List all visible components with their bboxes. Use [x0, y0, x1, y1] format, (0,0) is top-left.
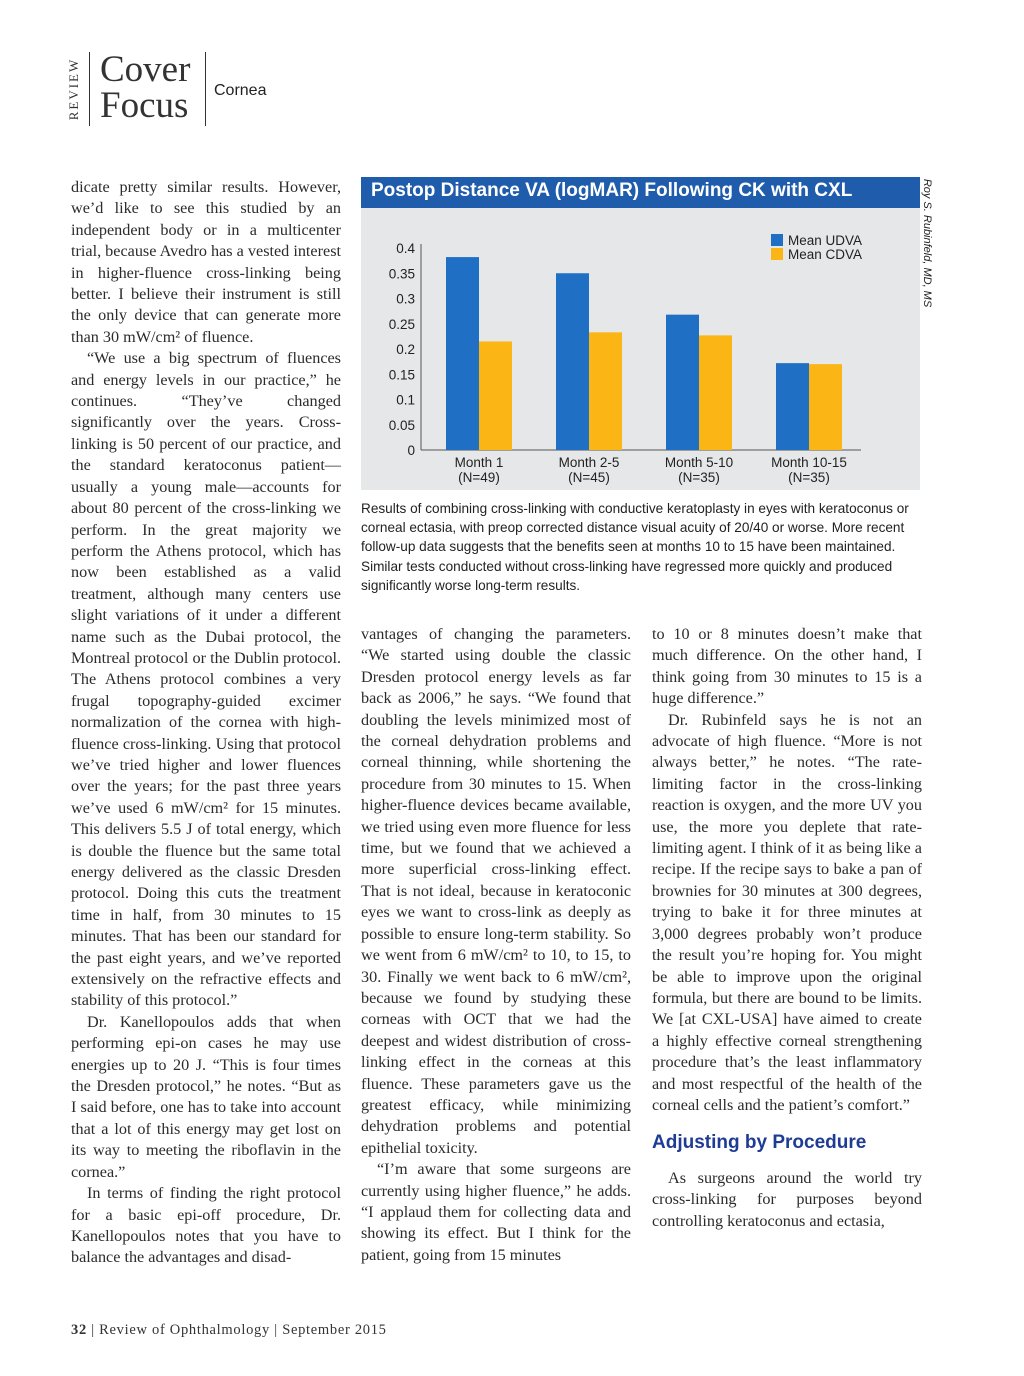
y-tick-label: 0.05	[388, 417, 415, 433]
bar-mean-cdva	[809, 364, 842, 450]
journal-name: Review of Ophthalmology	[99, 1322, 270, 1338]
photo-credit: Roy S. Rubinfeld, MD, MS	[921, 178, 933, 308]
y-tick-label: 0	[407, 443, 415, 458]
y-tick-label: 0.3	[396, 291, 415, 307]
paragraph: Dr. Rubinfeld says he is not an advocate of high fluence. “More is not always better,” he notes. “The rate-limiting factor in the cross-linking reaction is oxygen, and the more UV you use, the more you deplete that rate-limiting agent. I think of it as being like a recipe. If the recipe says to bake a pan of brownies for 30 minutes at 300 degrees, trying to bake it for three minutes at 3,000 degrees probably won’t produce the result you’re hoping for. You might be able to improve upon the original formula, but there are bound to be limits. We [at CXL-USA] have aimed to create a highly effective corneal strengthening procedure that’s the least inflammatory and most respectful of the health of the corneal cells and the patient’s comfort.”	[652, 710, 922, 1114]
cover-focus-title	[100, 49, 191, 126]
section-subhead: Adjusting by Procedure	[652, 1132, 867, 1154]
x-tick-label: Month 5-10	[664, 455, 734, 470]
y-tick-label: 0.35	[388, 266, 415, 282]
cover-line-2: Focus	[100, 85, 189, 126]
y-tick-label: 0.15	[388, 367, 415, 383]
cover-line-1: Cover	[100, 49, 191, 90]
paragraph: vantages of changing the parameters. “We started using double the classic Dresden protocol energy levels as far back as 2006,” he says. “We found that doubling the levels minimized most of the corneal dehydration problems and corneal thinning, while shortening the procedure from 30 minutes to 15. When higher-fluence devices became available, we tried using even more fluence for less time, but we found that we achieved a more superficial cross-linking effect. That is not ideal, because in keratoconic eyes we want to cross-link as deeply as possible to ensure long-term stability. So we went from 6 mW/cm² to 10, to 15, to 30. Finally we went back to 6 mW/cm², because we found by studying these corneas with OCT that we had the deepest and widest distribution of cross-linking effect in the corneas at this fluence. These parameters gave us the greatest efficacy, while minimizing dehydration problems and potential epithelial toxicity.	[361, 625, 631, 1157]
page-number: 32	[71, 1322, 87, 1338]
paragraph: As surgeons around the world try cross-linking for purposes beyond controlling keratoconus and ectasia,	[652, 1168, 922, 1230]
review-label: REVIEW	[66, 57, 81, 121]
x-tick-sublabel: (N=49)	[458, 470, 500, 485]
paragraph: In terms of finding the right protocol for a basic epi-off procedure, Dr. Kanellopoulos notes that you have to balance the advantages and disad-	[71, 1184, 341, 1267]
x-tick-sublabel: (N=45)	[568, 470, 610, 485]
paragraph: “I’m aware that some surgeons are currently using higher fluence,” he adds. “I applaud them for collecting data and showing its effect. But I think for the patient, going from 15 minutes	[361, 1160, 631, 1264]
article-column-3	[652, 624, 922, 1232]
footer-divider: |	[91, 1322, 100, 1338]
bar-mean-cdva	[589, 332, 622, 450]
chart-title-bar	[361, 177, 920, 208]
legend-label: Mean UDVA	[788, 233, 863, 248]
legend-swatch	[771, 248, 783, 260]
article-column-1	[71, 177, 341, 1269]
issue-date: September 2015	[282, 1322, 387, 1338]
section-name: Cornea	[214, 82, 267, 99]
paragraph: dicate pretty similar results. However, we’d like to see this studied by an independent body or in a multicenter trial, because Avedro has a vested interest in higher-fluence cross-linking being better. I believe their instrument is still the only device that can generate more than 30 mW/cm² of fluence.	[71, 178, 341, 346]
bar-mean-cdva	[479, 341, 512, 450]
legend-label: Mean CDVA	[788, 247, 863, 262]
legend-swatch	[771, 234, 783, 246]
x-tick-label: Month 2-5	[558, 455, 620, 470]
x-tick-label: Month 1	[454, 455, 504, 470]
paragraph: “We use a big spectrum of fluences and energy levels in our practice,” he continues. “They’ve changed significantly over the years. Cross-linking is 50 percent of our practice, and the standard keratoconus patient—usually a young male—accounts for about 80 percent of the cross-linking we perform. In the great majority we perform the Athens protocol, which has now been established as a valid treatment, although many centers use slight variations of it under a different name such as the Dubai protocol, the Montreal protocol or the Dublin protocol. The Athens protocol combines a very frugal topography-guided excimer normalization of the cornea with high-fluence cross-linking. Using that protocol we’ve tried higher and lower fluences over the years; for the past three years we’ve used 6 mW/cm² for 15 minutes. This delivers 5.5 J of total energy, which is double the fluence but the same total energy delivered as the classic Dresden protocol. Doing this cuts the treatment time in half, from 30 minutes to 15 minutes. That has been our standard for the past eight years, and we’ve reported extensively on the refractive effects and stability of this protocol.”	[71, 349, 341, 1010]
x-tick-sublabel: (N=35)	[788, 470, 830, 485]
bar-mean-udva	[666, 315, 699, 450]
x-tick-sublabel: (N=35)	[678, 470, 720, 485]
y-tick-label: 0.4	[396, 241, 415, 256]
figure-caption: Results of combining cross-linking with conductive keratoplasty in eyes with keratoconus or corneal ectasia, with preop corrected distance visual acuity of 20/40 or worse. More recent follow-up data suggests that the benefits seen at months 10 to 15 have been maintained. Similar tests conducted without cross-linking have regressed more quickly and produced significantly worse long-term results.	[361, 501, 909, 593]
article-column-2	[361, 624, 631, 1266]
y-tick-label: 0.25	[388, 316, 415, 332]
header-divider	[205, 52, 206, 126]
paragraph: Dr. Kanellopoulos adds that when performing epi-on cases he may use energies up to 20 J. “This is four times the Dresden protocol,” he notes. “But as I said before, one has to take into account that a lot of this energy may get lost on its way to meeting the riboflavin in the cornea.”	[71, 1012, 341, 1181]
y-tick-label: 0.2	[396, 342, 415, 357]
y-tick-label: 0.1	[396, 392, 415, 408]
paragraph: to 10 or 8 minutes doesn’t make that much difference. On the other hand, I think going from 30 minutes to 15 is a huge difference.”	[652, 625, 922, 708]
page-footer	[71, 1322, 387, 1339]
bar-chart	[361, 208, 920, 490]
bar-mean-cdva	[699, 335, 732, 450]
bar-mean-udva	[446, 257, 479, 450]
footer-divider: |	[269, 1322, 283, 1338]
x-tick-label: Month 10-15	[771, 455, 847, 470]
bar-mean-udva	[776, 363, 809, 450]
bar-mean-udva	[556, 273, 589, 450]
header-divider	[89, 52, 90, 126]
chart-title: Postop Distance VA (logMAR) Following CK with CXL	[371, 180, 853, 201]
